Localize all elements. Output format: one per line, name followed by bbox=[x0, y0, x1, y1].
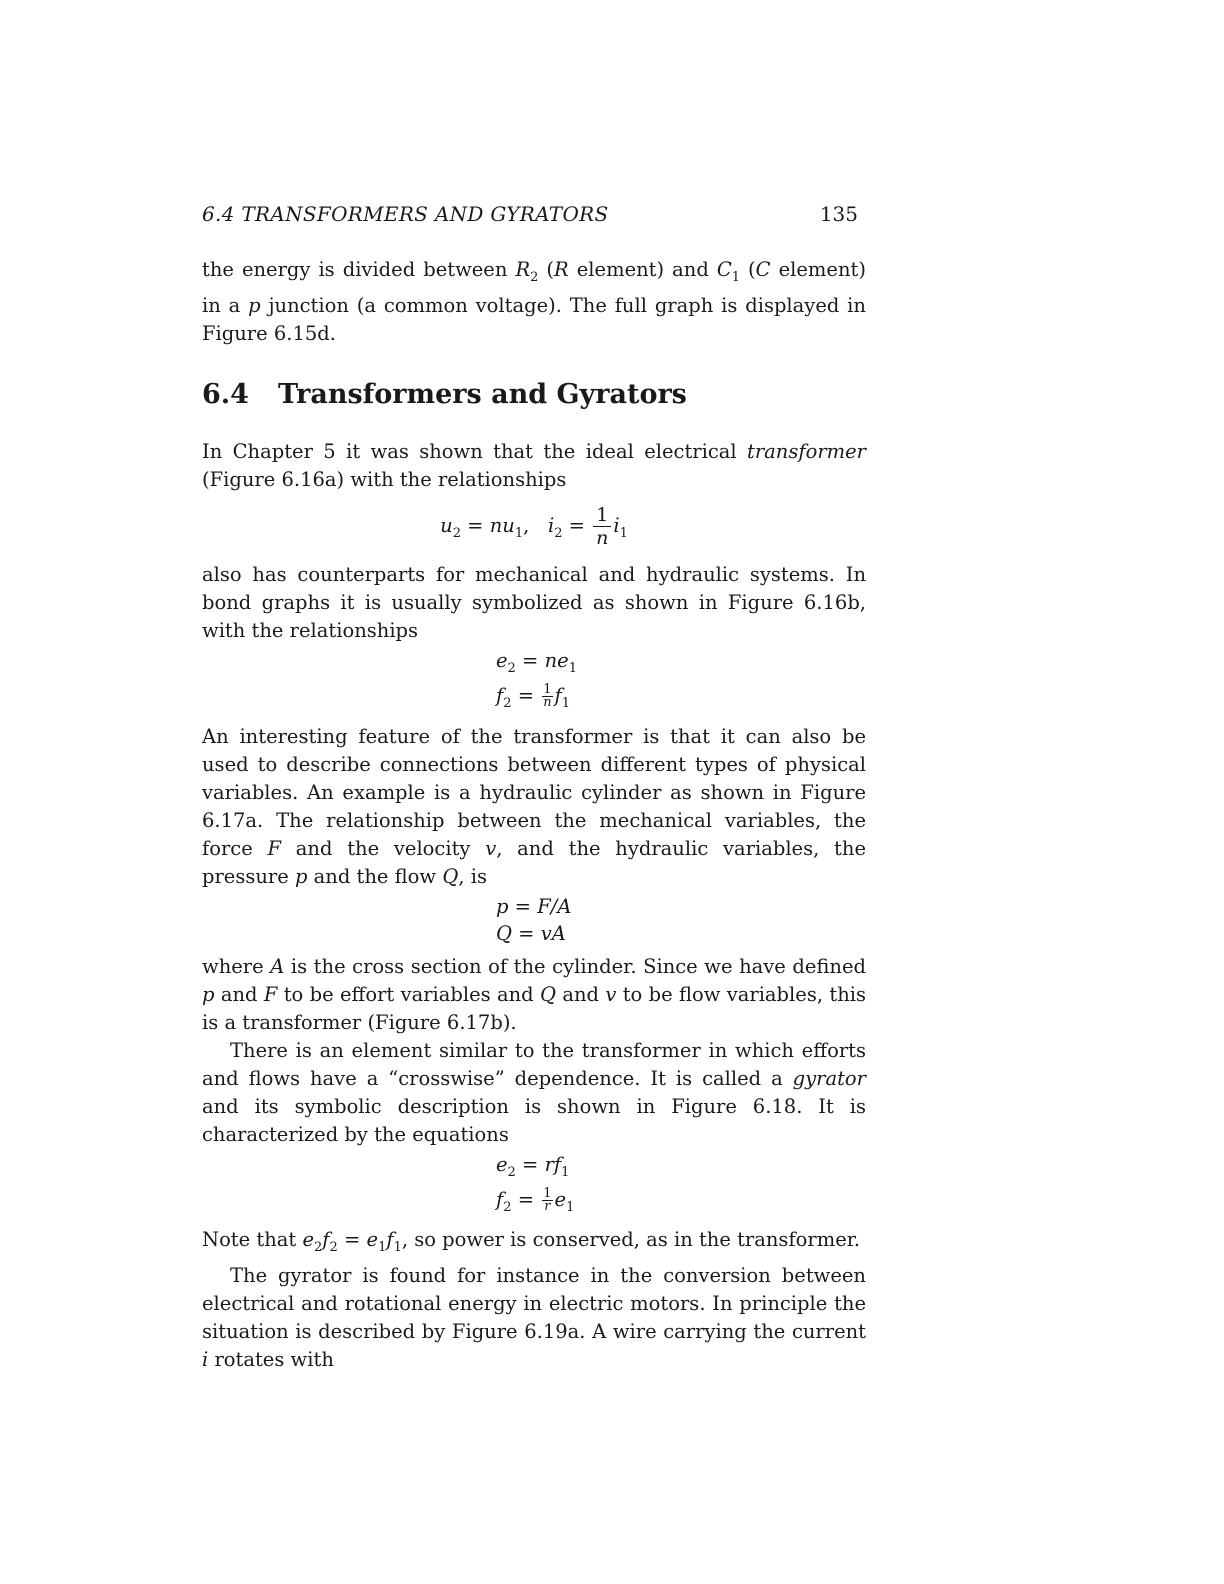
section-title: Transformers and Gyrators bbox=[278, 378, 687, 410]
running-head bbox=[202, 202, 858, 226]
equation-electrical-transformer: $u_2 = nu_1$, $i_2$ = $\frac{1}{n}$ $i_1$ bbox=[440, 503, 628, 549]
running-head-title: 6.4 TRANSFORMERS AND GYRATORS bbox=[202, 202, 609, 226]
paragraph-power-conserved: Note that $e_2f_2 = e_1f_1$, so power is conserved, as in the transformer. bbox=[202, 1228, 861, 1256]
paragraph-electric-motors: The gyrator is found for instance in the conversion between electrical and rotational energy in electric motors. In principle the situation is described by Figure 6.19a. A wire carrying the current i rotates with bbox=[202, 1264, 866, 1372]
equation-hydraulic: p = F/A Q = vA bbox=[496, 894, 572, 945]
body-text bbox=[202, 256, 866, 1374]
section-number: 6.4 bbox=[202, 378, 249, 410]
equation-transformer-bondgraph: $e_2 = ne_1$ $f_2$ = $\frac{1}{n}$ $f_1$ bbox=[496, 648, 577, 711]
paragraph-gyrator-intro: There is an element similar to the transformer in which efforts and flows have a “crosswise” dependence. It is called a gyrator and its symbolic description is shown in Figure 6.18. It is characterized by the equations bbox=[202, 1038, 866, 1146]
section-heading bbox=[202, 378, 866, 412]
page-number: 135 bbox=[819, 202, 858, 226]
paragraph-hydraulic-cylinder: An interesting feature of the transformer is that it can also be used to describe connections between different types of physical variables. An example is a hydraulic cylinder as shown in Figure 6.17a. The relationship between the mechanical variables, the force F and the velocity v, and the hydraulic variables, the pressure p and the flow Q, is bbox=[202, 724, 866, 888]
paragraph-cross-section: where A is the cross section of the cylinder. Since we have defined p and F to be effort variables and Q and v to be flow variables, this is a transformer (Figure 6.17b). bbox=[202, 954, 866, 1034]
equation-gyrator: $e_2 = rf_1$ $f_2$ = $\frac{1}{r}$ $e_1$ bbox=[496, 1152, 575, 1215]
paragraph-energy-division: the energy is divided between $R_2$ (R element) and $C_1$ (C element) in a p junction (a common voltage). The full graph is displayed in Figure 6.15d. bbox=[202, 258, 866, 345]
paragraph-transformer-intro: In Chapter 5 it was shown that the ideal electrical transformer (Figure 6.16a) with the relationships bbox=[202, 439, 866, 491]
paragraph-counterparts: also has counterparts for mechanical and hydraulic systems. In bond graphs it is usually symbolized as shown in Figure 6.16b, with the relationships bbox=[202, 562, 866, 642]
